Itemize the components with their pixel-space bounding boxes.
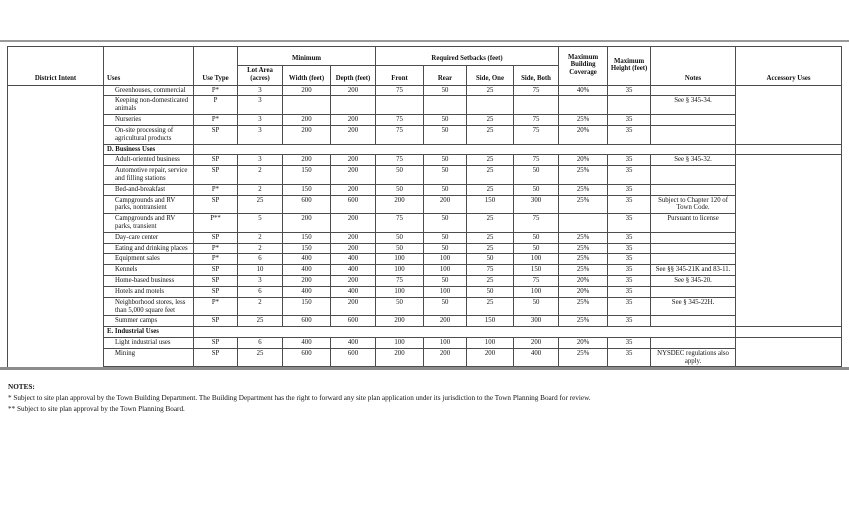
building-coverage-cell: 25% — [559, 348, 608, 367]
building-coverage-cell — [559, 214, 608, 233]
section-header-row — [8, 144, 842, 155]
lot-area-cell: 2 — [238, 297, 283, 316]
building-coverage-cell: 25% — [559, 243, 608, 254]
building-coverage-cell: 40% — [559, 85, 608, 96]
depth-cell: 200 — [331, 184, 376, 195]
side-both-setback-cell — [514, 96, 559, 115]
width-cell: 400 — [283, 286, 331, 297]
side-one-setback-cell: 150 — [467, 316, 514, 327]
rear-setback-cell: 200 — [424, 195, 467, 214]
lot-area-cell: 10 — [238, 265, 283, 276]
depth-cell: 600 — [331, 348, 376, 367]
height-cell: 35 — [608, 85, 651, 96]
depth-cell: 600 — [331, 195, 376, 214]
use-name-cell: Day-care center — [104, 232, 194, 243]
front-setback-cell: 50 — [376, 243, 424, 254]
depth-cell: 200 — [331, 166, 376, 185]
rear-setback-cell: 50 — [424, 276, 467, 287]
use-row — [8, 286, 842, 297]
header-accessory-uses: Accessory Uses — [736, 47, 842, 86]
front-setback-cell: 75 — [376, 276, 424, 287]
side-both-setback-cell: 50 — [514, 232, 559, 243]
use-name-cell: Adult-oriented business — [104, 155, 194, 166]
side-both-setback-cell: 300 — [514, 316, 559, 327]
height-cell: 35 — [608, 195, 651, 214]
notes-cell — [651, 243, 736, 254]
use-type-cell: P* — [194, 184, 238, 195]
use-name-cell: Automotive repair, service and filling stations — [104, 166, 194, 185]
side-one-setback-cell: 25 — [467, 85, 514, 96]
use-row — [8, 155, 842, 166]
zoning-schedule-table — [7, 46, 842, 367]
depth-cell: 200 — [331, 155, 376, 166]
section-title-cell: D. Business Uses — [104, 144, 194, 155]
front-setback-cell: 50 — [376, 297, 424, 316]
use-type-cell: SP — [194, 125, 238, 144]
rear-setback-cell: 50 — [424, 166, 467, 185]
height-cell: 35 — [608, 155, 651, 166]
lot-area-cell: 2 — [238, 232, 283, 243]
depth-cell: 200 — [331, 115, 376, 126]
side-both-setback-cell: 75 — [514, 85, 559, 96]
building-coverage-cell: 20% — [559, 155, 608, 166]
width-cell: 600 — [283, 316, 331, 327]
depth-cell — [331, 96, 376, 115]
width-cell: 200 — [283, 125, 331, 144]
use-type-cell: SP — [194, 316, 238, 327]
side-both-setback-cell: 75 — [514, 276, 559, 287]
use-type-cell: P* — [194, 254, 238, 265]
width-cell: 200 — [283, 276, 331, 287]
use-row — [8, 337, 842, 348]
use-row — [8, 214, 842, 233]
lot-area-cell: 25 — [238, 348, 283, 367]
front-setback-cell: 100 — [376, 286, 424, 297]
depth-cell: 400 — [331, 337, 376, 348]
building-coverage-cell: 20% — [559, 276, 608, 287]
side-both-setback-cell: 100 — [514, 286, 559, 297]
use-type-cell: P** — [194, 214, 238, 233]
accessory-uses-cell — [736, 85, 842, 144]
accessory-uses-cell — [736, 337, 842, 366]
width-cell: 200 — [283, 155, 331, 166]
footnote-double-asterisk: ** Subject to site plan approval by the Town Planning Board. — [8, 404, 185, 413]
side-both-setback-cell: 150 — [514, 265, 559, 276]
side-one-setback-cell: 25 — [467, 232, 514, 243]
front-setback-cell: 100 — [376, 337, 424, 348]
building-coverage-cell: 25% — [559, 254, 608, 265]
front-setback-cell: 100 — [376, 254, 424, 265]
building-coverage-cell: 25% — [559, 195, 608, 214]
side-both-setback-cell: 50 — [514, 184, 559, 195]
front-setback-cell: 50 — [376, 166, 424, 185]
front-setback-cell: 200 — [376, 195, 424, 214]
use-row — [8, 348, 842, 367]
accessory-uses-cell — [736, 155, 842, 327]
depth-cell: 200 — [331, 243, 376, 254]
side-one-setback-cell: 150 — [467, 195, 514, 214]
side-one-setback-cell: 25 — [467, 125, 514, 144]
rear-setback-cell: 100 — [424, 337, 467, 348]
header-minimum-group: Minimum — [238, 47, 376, 66]
rear-setback-cell: 50 — [424, 214, 467, 233]
use-name-cell: Mining — [104, 348, 194, 367]
building-coverage-cell: 25% — [559, 166, 608, 185]
header-setbacks-group: Required Setbacks (feet) — [376, 47, 559, 66]
header-side-both-setback: Side, Both — [514, 66, 559, 86]
depth-cell: 200 — [331, 85, 376, 96]
header-depth: Depth (feet) — [331, 66, 376, 86]
side-one-setback-cell: 25 — [467, 155, 514, 166]
side-both-setback-cell: 300 — [514, 195, 559, 214]
use-name-cell: Hotels and motels — [104, 286, 194, 297]
use-row — [8, 276, 842, 287]
lot-area-cell: 3 — [238, 125, 283, 144]
use-type-cell: SP — [194, 276, 238, 287]
rear-setback-cell: 50 — [424, 155, 467, 166]
notes-cell: NYSDEC regulations also apply. — [651, 348, 736, 367]
use-row — [8, 184, 842, 195]
width-cell: 200 — [283, 115, 331, 126]
header-use-type: Use Type — [194, 47, 238, 86]
use-name-cell: Keeping non-domesticated animals — [104, 96, 194, 115]
use-type-cell: SP — [194, 265, 238, 276]
notes-cell: Pursuant to license — [651, 214, 736, 233]
height-cell — [608, 96, 651, 115]
height-cell: 35 — [608, 115, 651, 126]
footnotes — [8, 382, 839, 414]
use-row — [8, 243, 842, 254]
use-type-cell: P — [194, 96, 238, 115]
depth-cell: 200 — [331, 297, 376, 316]
use-row — [8, 265, 842, 276]
use-name-cell: Kennels — [104, 265, 194, 276]
table-body — [8, 85, 842, 367]
section-fill-cell — [194, 144, 736, 155]
rear-setback-cell: 50 — [424, 115, 467, 126]
use-type-cell: SP — [194, 195, 238, 214]
front-setback-cell: 75 — [376, 214, 424, 233]
rear-setback-cell: 50 — [424, 243, 467, 254]
use-row — [8, 125, 842, 144]
side-one-setback-cell: 200 — [467, 348, 514, 367]
lot-area-cell: 3 — [238, 155, 283, 166]
front-setback-cell: 200 — [376, 316, 424, 327]
building-coverage-cell: 20% — [559, 337, 608, 348]
depth-cell: 200 — [331, 214, 376, 233]
building-coverage-cell: 25% — [559, 297, 608, 316]
width-cell: 150 — [283, 232, 331, 243]
side-both-setback-cell: 75 — [514, 115, 559, 126]
section-fill-cell — [194, 327, 736, 338]
lot-area-cell: 3 — [238, 276, 283, 287]
building-coverage-cell: 20% — [559, 125, 608, 144]
width-cell: 400 — [283, 265, 331, 276]
use-row — [8, 96, 842, 115]
height-cell: 35 — [608, 265, 651, 276]
use-name-cell: Neighborhood stores, less than 5,000 square feet — [104, 297, 194, 316]
side-both-setback-cell: 50 — [514, 297, 559, 316]
width-cell: 200 — [283, 214, 331, 233]
depth-cell: 600 — [331, 316, 376, 327]
use-name-cell: Home-based business — [104, 276, 194, 287]
use-row — [8, 254, 842, 265]
side-one-setback-cell — [467, 96, 514, 115]
height-cell: 35 — [608, 316, 651, 327]
notes-cell — [651, 316, 736, 327]
use-name-cell: Bed-and-breakfast — [104, 184, 194, 195]
section-header-row — [8, 327, 842, 338]
height-cell: 35 — [608, 232, 651, 243]
use-name-cell: Summer camps — [104, 316, 194, 327]
side-one-setback-cell: 75 — [467, 265, 514, 276]
header-max-building-coverage: Maximum Building Coverage — [559, 47, 608, 86]
use-name-cell: Light industrial uses — [104, 337, 194, 348]
side-one-setback-cell: 25 — [467, 214, 514, 233]
rear-setback-cell: 50 — [424, 85, 467, 96]
notes-cell — [651, 125, 736, 144]
notes-cell — [651, 337, 736, 348]
width-cell: 600 — [283, 195, 331, 214]
lot-area-cell: 6 — [238, 337, 283, 348]
height-cell: 35 — [608, 348, 651, 367]
side-one-setback-cell: 25 — [467, 297, 514, 316]
rear-setback-cell: 200 — [424, 316, 467, 327]
rear-setback-cell: 50 — [424, 125, 467, 144]
use-row — [8, 297, 842, 316]
rear-setback-cell: 200 — [424, 348, 467, 367]
depth-cell: 200 — [331, 276, 376, 287]
rear-setback-cell: 100 — [424, 286, 467, 297]
lot-area-cell: 2 — [238, 243, 283, 254]
side-one-setback-cell: 50 — [467, 254, 514, 265]
use-row — [8, 232, 842, 243]
use-name-cell: Campgrounds and RV parks, nontransient — [104, 195, 194, 214]
front-setback-cell: 100 — [376, 265, 424, 276]
width-cell: 200 — [283, 85, 331, 96]
header-district-intent: District Intent — [8, 47, 104, 86]
front-setback-cell: 50 — [376, 232, 424, 243]
notes-cell: Subject to Chapter 120 of Town Code. — [651, 195, 736, 214]
notes-cell — [651, 232, 736, 243]
lot-area-cell: 3 — [238, 85, 283, 96]
side-one-setback-cell: 25 — [467, 166, 514, 185]
height-cell: 35 — [608, 254, 651, 265]
accessory-uses-cell — [736, 327, 842, 338]
use-type-cell: SP — [194, 155, 238, 166]
side-one-setback-cell: 100 — [467, 337, 514, 348]
side-both-setback-cell: 75 — [514, 125, 559, 144]
rear-setback-cell: 50 — [424, 232, 467, 243]
side-one-setback-cell: 25 — [467, 115, 514, 126]
header-rear-setback: Rear — [424, 66, 467, 86]
depth-cell: 200 — [331, 232, 376, 243]
building-coverage-cell: 20% — [559, 286, 608, 297]
use-type-cell: P* — [194, 85, 238, 96]
height-cell: 35 — [608, 276, 651, 287]
width-cell: 150 — [283, 184, 331, 195]
footnote-asterisk: * Subject to site plan approval by the Town Building Department. The Building Department has the right to forward any site plan application under its jurisdiction to the Town Planning Board for review. — [8, 394, 591, 403]
notes-cell — [651, 115, 736, 126]
header-side-one-setback: Side, One — [467, 66, 514, 86]
width-cell: 400 — [283, 254, 331, 265]
depth-cell: 400 — [331, 254, 376, 265]
width-cell: 400 — [283, 337, 331, 348]
height-cell: 35 — [608, 337, 651, 348]
use-row — [8, 115, 842, 126]
page-break-separator-top — [0, 40, 849, 42]
notes-cell: See § 345-32. — [651, 155, 736, 166]
use-type-cell: P* — [194, 115, 238, 126]
notes-cell: See §§ 345-21K and 83-11. — [651, 265, 736, 276]
notes-cell — [651, 184, 736, 195]
use-name-cell: Nurseries — [104, 115, 194, 126]
side-both-setback-cell: 50 — [514, 166, 559, 185]
notes-cell — [651, 85, 736, 96]
notes-cell: See § 345-34. — [651, 96, 736, 115]
building-coverage-cell — [559, 96, 608, 115]
side-both-setback-cell: 50 — [514, 243, 559, 254]
front-setback-cell: 75 — [376, 85, 424, 96]
lot-area-cell: 3 — [238, 96, 283, 115]
lot-area-cell: 3 — [238, 115, 283, 126]
building-coverage-cell: 25% — [559, 184, 608, 195]
header-notes: Notes — [651, 47, 736, 86]
notes-cell: See § 345-20. — [651, 276, 736, 287]
rear-setback-cell: 100 — [424, 265, 467, 276]
header-width: Width (feet) — [283, 66, 331, 86]
front-setback-cell: 75 — [376, 115, 424, 126]
side-both-setback-cell: 200 — [514, 337, 559, 348]
width-cell: 150 — [283, 166, 331, 185]
use-type-cell: SP — [194, 348, 238, 367]
notes-cell — [651, 254, 736, 265]
height-cell: 35 — [608, 184, 651, 195]
depth-cell: 200 — [331, 125, 376, 144]
lot-area-cell: 6 — [238, 254, 283, 265]
header-max-height: Maximum Height (feet) — [608, 47, 651, 86]
notes-cell — [651, 286, 736, 297]
notes-cell: See § 345-22H. — [651, 297, 736, 316]
side-both-setback-cell: 75 — [514, 214, 559, 233]
front-setback-cell: 75 — [376, 125, 424, 144]
building-coverage-cell: 25% — [559, 115, 608, 126]
side-both-setback-cell: 100 — [514, 254, 559, 265]
building-coverage-cell: 25% — [559, 316, 608, 327]
rear-setback-cell: 50 — [424, 297, 467, 316]
width-cell: 600 — [283, 348, 331, 367]
side-one-setback-cell: 25 — [467, 243, 514, 254]
lot-area-cell: 5 — [238, 214, 283, 233]
height-cell: 35 — [608, 166, 651, 185]
lot-area-cell: 25 — [238, 195, 283, 214]
use-name-cell: Campgrounds and RV parks, transient — [104, 214, 194, 233]
use-type-cell: SP — [194, 286, 238, 297]
district-intent-cell — [8, 85, 104, 367]
use-type-cell: P* — [194, 243, 238, 254]
side-one-setback-cell: 25 — [467, 276, 514, 287]
use-type-cell: SP — [194, 337, 238, 348]
use-name-cell: On-site processing of agricultural products — [104, 125, 194, 144]
section-title-cell: E. Industrial Uses — [104, 327, 194, 338]
height-cell: 35 — [608, 297, 651, 316]
rear-setback-cell: 50 — [424, 184, 467, 195]
use-type-cell: SP — [194, 166, 238, 185]
table-header — [8, 47, 842, 86]
use-name-cell: Greenhouses, commercial — [104, 85, 194, 96]
lot-area-cell: 2 — [238, 166, 283, 185]
lot-area-cell: 25 — [238, 316, 283, 327]
rear-setback-cell — [424, 96, 467, 115]
header-group-row — [8, 47, 842, 66]
front-setback-cell: 75 — [376, 155, 424, 166]
front-setback-cell: 200 — [376, 348, 424, 367]
lot-area-cell: 6 — [238, 286, 283, 297]
front-setback-cell — [376, 96, 424, 115]
accessory-uses-cell — [736, 144, 842, 155]
header-uses: Uses — [104, 47, 194, 86]
use-name-cell: Eating and drinking places — [104, 243, 194, 254]
page-break-separator-bottom — [0, 367, 849, 370]
use-row — [8, 85, 842, 96]
height-cell: 35 — [608, 125, 651, 144]
use-type-cell: SP — [194, 232, 238, 243]
building-coverage-cell: 25% — [559, 265, 608, 276]
height-cell: 35 — [608, 286, 651, 297]
use-row — [8, 195, 842, 214]
use-name-cell: Equipment sales — [104, 254, 194, 265]
height-cell: 35 — [608, 243, 651, 254]
notes-cell — [651, 166, 736, 185]
width-cell — [283, 96, 331, 115]
building-coverage-cell: 25% — [559, 232, 608, 243]
front-setback-cell: 50 — [376, 184, 424, 195]
depth-cell: 400 — [331, 286, 376, 297]
header-lot-area: Lot Area (acres) — [238, 66, 283, 86]
footnotes-heading: NOTES: — [8, 383, 35, 392]
side-one-setback-cell: 25 — [467, 184, 514, 195]
side-both-setback-cell: 75 — [514, 155, 559, 166]
side-one-setback-cell: 50 — [467, 286, 514, 297]
use-row — [8, 316, 842, 327]
width-cell: 150 — [283, 297, 331, 316]
height-cell: 35 — [608, 214, 651, 233]
use-type-cell: P* — [194, 297, 238, 316]
use-row — [8, 166, 842, 185]
header-front-setback: Front — [376, 66, 424, 86]
depth-cell: 400 — [331, 265, 376, 276]
side-both-setback-cell: 400 — [514, 348, 559, 367]
width-cell: 150 — [283, 243, 331, 254]
rear-setback-cell: 100 — [424, 254, 467, 265]
lot-area-cell: 2 — [238, 184, 283, 195]
